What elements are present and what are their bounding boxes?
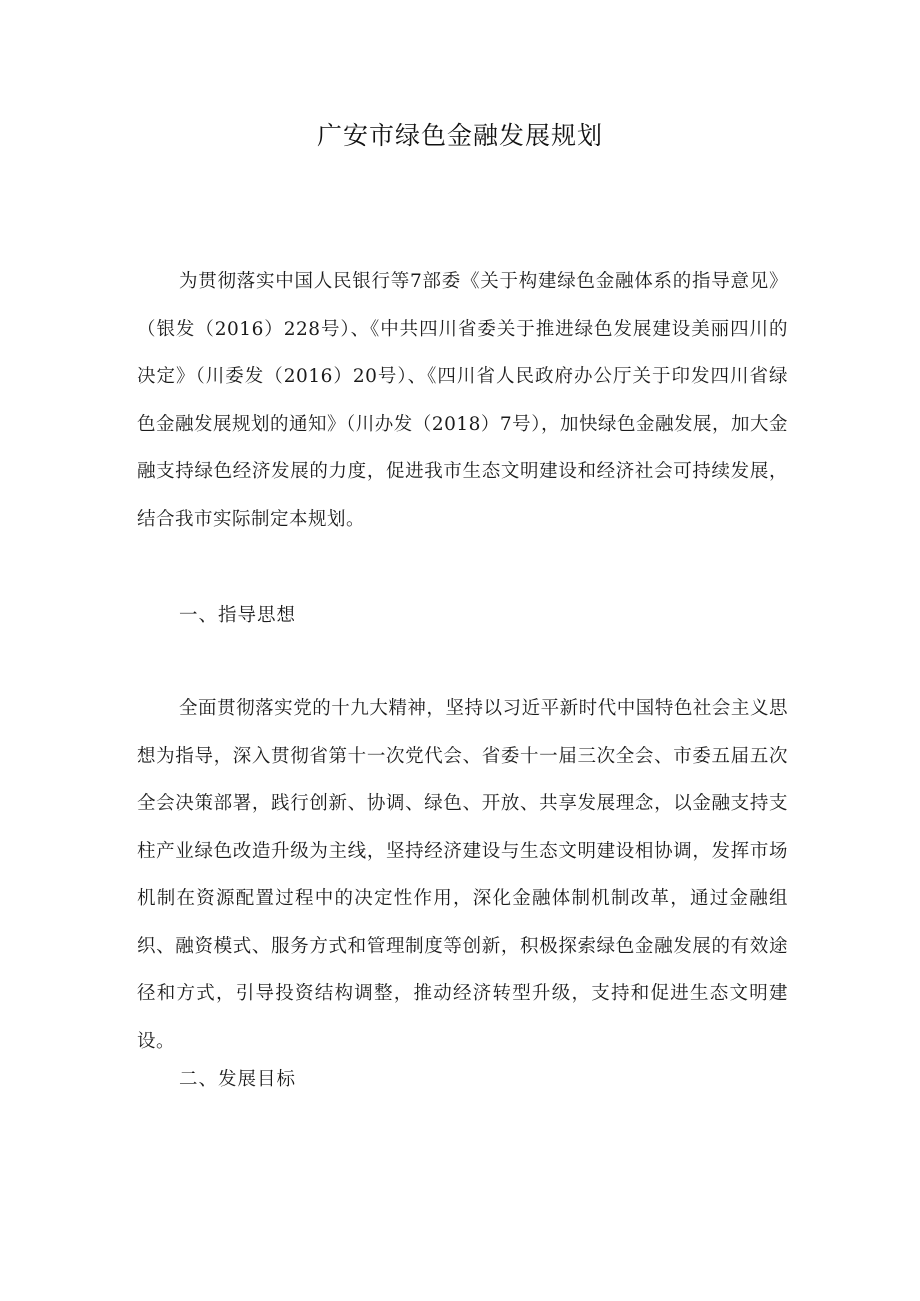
intro-paragraph: 为贯彻落实中国人民银行等7部委《关于构建绿色金融体系的指导意见》（银发（2016）228号）、《中共四川省委关于推进绿色发展建设美丽四川的决定》（川委发（2016）20号）、《四川省人民政府办公厅关于印发四川省绿色金融发展规划的通知》（川办发（2018）7号），加快绿色金融发展，加大金融支持绿色经济发展的力度，促进我市生态文明建设和经济社会可持续发展，结合我市实际制定本规划。: [137, 271, 788, 530]
section-heading-development-goals: 二、发展目标: [179, 1069, 297, 1090]
section-heading-guiding-ideology: 一、指导思想: [179, 605, 297, 626]
guiding-ideology-paragraph: 全面贯彻落实党的十九大精神，坚持以习近平新时代中国特色社会主义思想为指导，深入贯彻省第十一次党代会、省委十一届三次全会、市委五届五次全会决策部署，践行创新、协调、绿色、开放、共享发展理念，以金融支持支柱产业绿色改造升级为主线，坚持经济建设与生态文明建设相协调，发挥市场机制在资源配置过程中的决定性作用，深化金融体制机制改革，通过金融组织、融资模式、服务方式和管理制度等创新，积极探索绿色金融发展的有效途径和方式，引导投资结构调整，推动经济转型升级，支持和促进生态文明建设。: [137, 698, 788, 1052]
document-title: 广安市绿色金融发展规划: [316, 121, 603, 150]
